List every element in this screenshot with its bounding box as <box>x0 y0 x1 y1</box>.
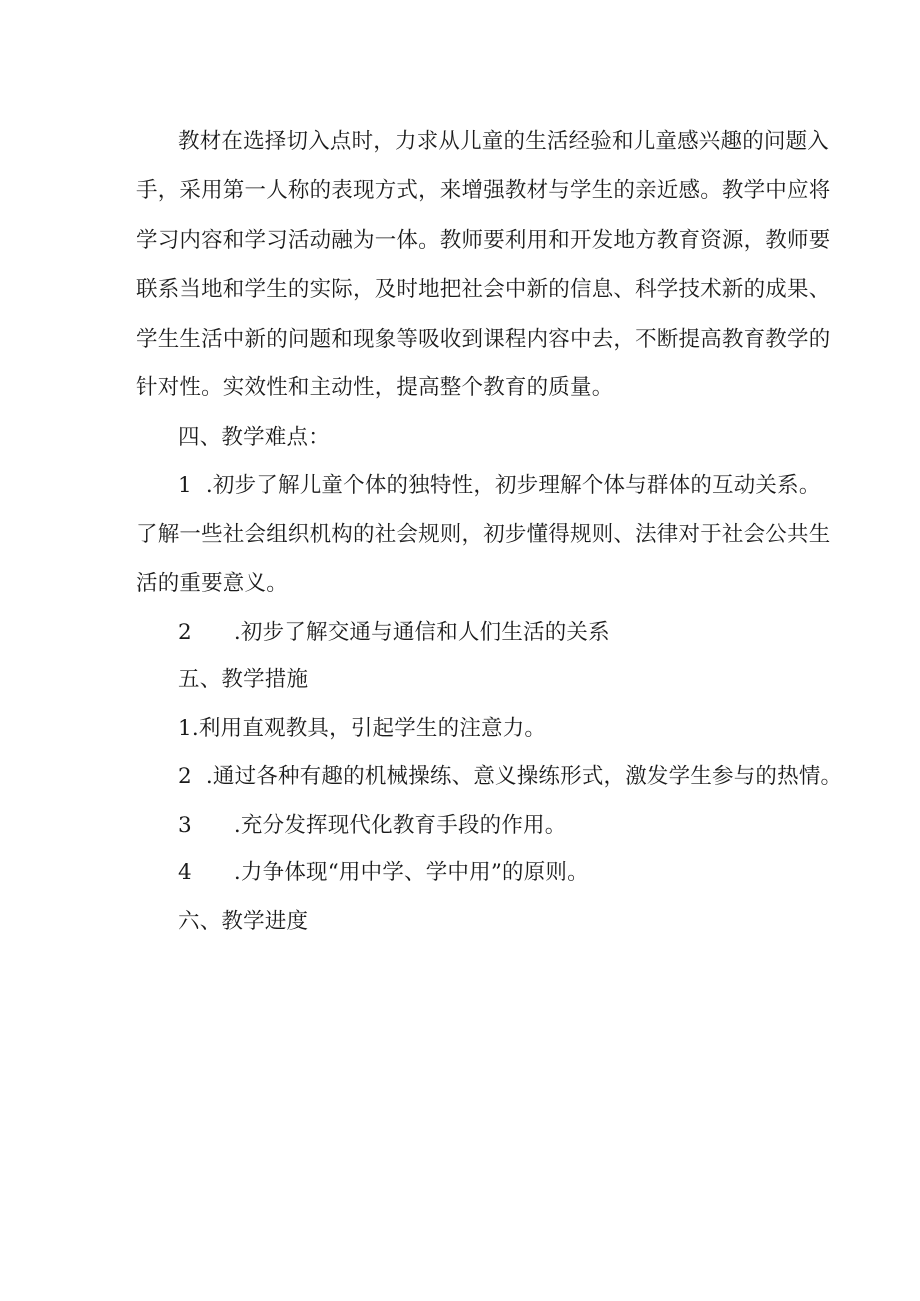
list-item <box>178 762 842 792</box>
section-heading-difficulties: 四、教学难点： <box>178 425 330 450</box>
list-item-text: .力争体现“用中学、学中用”的原则。 <box>233 860 589 885</box>
list-item-number: 4 <box>178 860 192 885</box>
list-item-number: 3 <box>178 813 192 838</box>
paragraph-line: 学生生活中新的问题和现象等吸收到课程内容中去，不断提高教育教学的 <box>136 327 831 352</box>
list-item-text: .初步了解交通与通信和人们生活的关系 <box>233 620 610 645</box>
list-item: 1.利用直观教具，引起学生的注意力。 <box>178 716 547 741</box>
list-item-number: 2 <box>178 620 192 645</box>
paragraph-line: 手，采用第一人称的表现方式，来增强教材与学生的亲近感。教学中应将 <box>136 178 831 203</box>
list-item-text: .通过各种有趣的机械操练、意义操练形式，激发学生参与的热情。 <box>205 764 843 789</box>
list-item-text: .充分发挥现代化教育手段的作用。 <box>233 813 567 838</box>
paragraph-line: 活的重要意义。 <box>136 571 288 596</box>
list-item-text: .初步了解儿童个体的独特性，初步理解个体与群体的互动关系。 <box>205 473 821 498</box>
section-heading-schedule: 六、教学进度 <box>178 909 309 934</box>
paragraph-line: 了解一些社会组织机构的社会规则，初步懂得规则、法律对于社会公共生 <box>136 522 831 547</box>
paragraph-line: 教材在选择切入点时，力求从儿童的生活经验和儿童感兴趣的问题入 <box>178 129 830 154</box>
section-heading-measures: 五、教学措施 <box>178 667 309 692</box>
list-item <box>178 811 566 841</box>
list-item-number: 1 <box>178 473 192 498</box>
paragraph-line: 学习内容和学习活动融为一体。教师要利用和开发地方教育资源，教师要 <box>136 228 831 253</box>
list-item-number: 2 <box>178 764 192 789</box>
list-item <box>178 618 610 648</box>
list-item <box>178 471 821 501</box>
paragraph-line: 针对性。实效性和主动性，提高整个教育的质量。 <box>136 375 614 400</box>
paragraph-line: 联系当地和学生的实际，及时地把社会中新的信息、科学技术新的成果、 <box>136 277 831 302</box>
list-item <box>178 858 589 888</box>
